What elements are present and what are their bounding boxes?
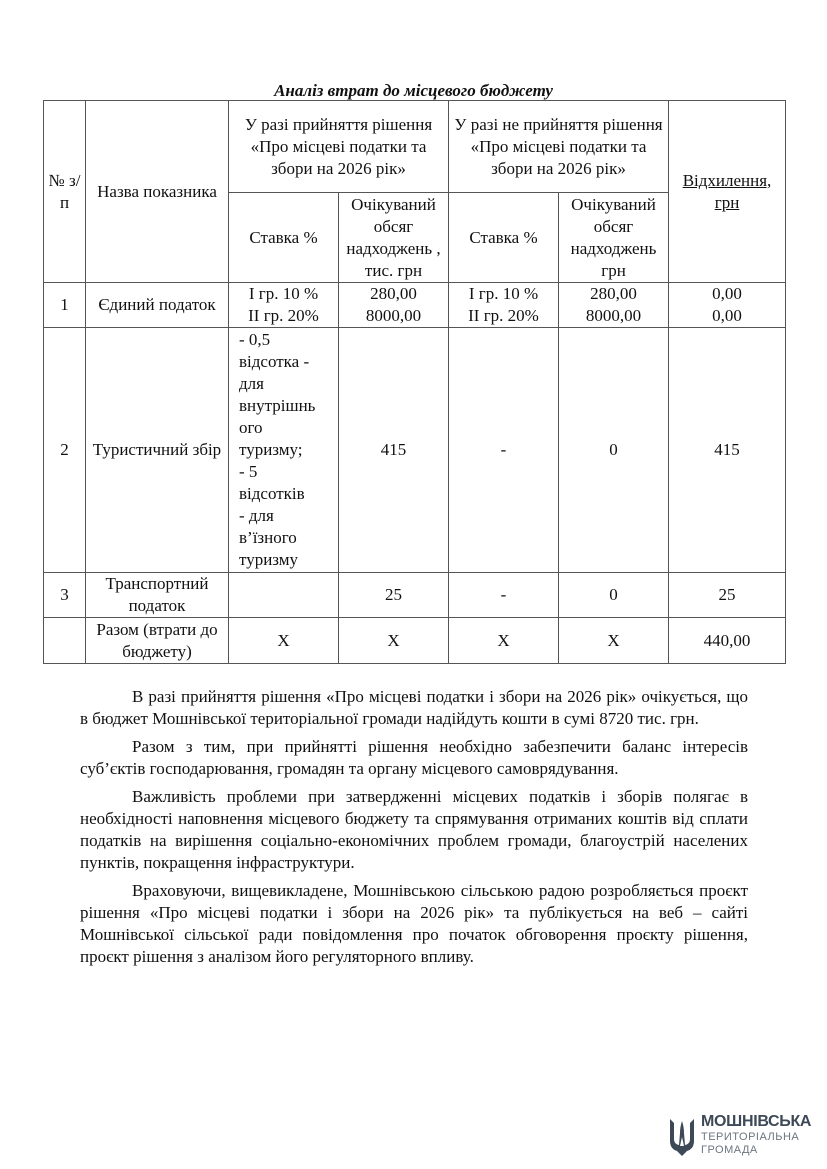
paragraph: В разі прийняття рішення «Про місцеві податки і збори на 2026 рік» очікується, що в бюджет Мошнівської територіальної громади надійдуть кошти в сумі 8720 тис. грн. (80, 687, 748, 728)
table-row-total (44, 618, 786, 664)
cell-name: Єдиний податок (86, 283, 229, 328)
header-rate-adopted: Ставка % (229, 193, 339, 283)
cell-rate-adopted (229, 573, 339, 618)
cell-deviation: 25 (669, 573, 786, 618)
cell-expected-adopted: Х (339, 618, 449, 664)
logo-subtitle-2: ГРОМАДА (701, 1144, 758, 1156)
cell-rate-not-adopted: - (449, 328, 559, 573)
cell-num: 2 (44, 328, 86, 573)
trident-icon (667, 1115, 697, 1157)
table-row (44, 283, 786, 328)
paragraph: Важливість проблеми при затвердженні місцевих податків і зборів полягає в необхідності наповнення місцевого бюджету та спрямування отриманих коштів від сплати податків на вирішення соціально-економічних проблем громади, благоустрій населених пунктів, покращення інфраструктури. (80, 787, 748, 872)
header-num: № з/п (44, 101, 86, 283)
cell-num: 1 (44, 283, 86, 328)
community-logo (667, 1113, 812, 1159)
cell-num (44, 618, 86, 664)
cell-num: 3 (44, 573, 86, 618)
cell-rate-not-adopted: I гр. 10 % II гр. 20% (449, 283, 559, 328)
cell-name: Разом (втрати до бюджету) (86, 618, 229, 664)
logo-subtitle: ТЕРИТОРІАЛЬНА (701, 1131, 800, 1143)
header-adopted: У разі прийняття рішення «Про місцеві податки та збори на 2026 рік» (229, 101, 449, 193)
cell-expected-adopted: 415 (339, 328, 449, 573)
cell-rate-adopted: I гр. 10 % II гр. 20% (229, 283, 339, 328)
cell-rate-not-adopted: - (449, 573, 559, 618)
header-rate-not-adopted: Ставка % (449, 193, 559, 283)
cell-expected-adopted: 280,00 8000,00 (339, 283, 449, 328)
cell-expected-not-adopted: 0 (559, 328, 669, 573)
losses-table (43, 100, 786, 664)
paragraph: Разом з тим, при прийнятті рішення необхідно забезпечити баланс інтересів суб’єктів господарювання, громадян та органу місцевого самоврядування. (80, 737, 748, 778)
cell-deviation: 440,00 (669, 618, 786, 664)
header-deviation-label: Відхилення, грн (682, 170, 772, 212)
body-text (80, 686, 748, 974)
header-expected-not-adopted: Очікуваний обсяг надходжень грн (559, 193, 669, 283)
cell-expected-not-adopted: 280,00 8000,00 (559, 283, 669, 328)
header-expected-adopted: Очікуваний обсяг надходжень , тис. грн (339, 193, 449, 283)
cell-expected-not-adopted: Х (559, 618, 669, 664)
header-not-adopted: У разі не прийняття рішення «Про місцеві податки та збори на 2026 рік» (449, 101, 669, 193)
page-title: Аналіз втрат до місцевого бюджету (274, 81, 553, 100)
table-row (44, 573, 786, 618)
cell-deviation: 0,00 0,00 (669, 283, 786, 328)
cell-rate-not-adopted: Х (449, 618, 559, 664)
cell-name: Туристичний збір (86, 328, 229, 573)
cell-expected-not-adopted: 0 (559, 573, 669, 618)
paragraph: Враховуючи, вищевикладене, Мошнівською сільською радою розробляється проєкт рішення «Про місцеві податки і збори на 2026 рік» та публікується на веб – сайті Мошнівської сільської ради повідомлення про початок обговорення проєкту рішення, проєкт рішення з аналізом його регуляторного впливу. (80, 881, 748, 966)
cell-expected-adopted: 25 (339, 573, 449, 618)
cell-rate-adopted: - 0,5 відсотка - для внутрішнь ого туризму; - 5 відсотків - для в’їзного туризму (229, 328, 339, 573)
header-deviation (669, 101, 786, 283)
cell-name: Транспортний податок (86, 573, 229, 618)
logo-title: МОШНІВСЬКА (701, 1113, 812, 1130)
table-row (44, 328, 786, 573)
header-name: Назва показника (86, 101, 229, 283)
cell-deviation: 415 (669, 328, 786, 573)
cell-rate-adopted: Х (229, 618, 339, 664)
